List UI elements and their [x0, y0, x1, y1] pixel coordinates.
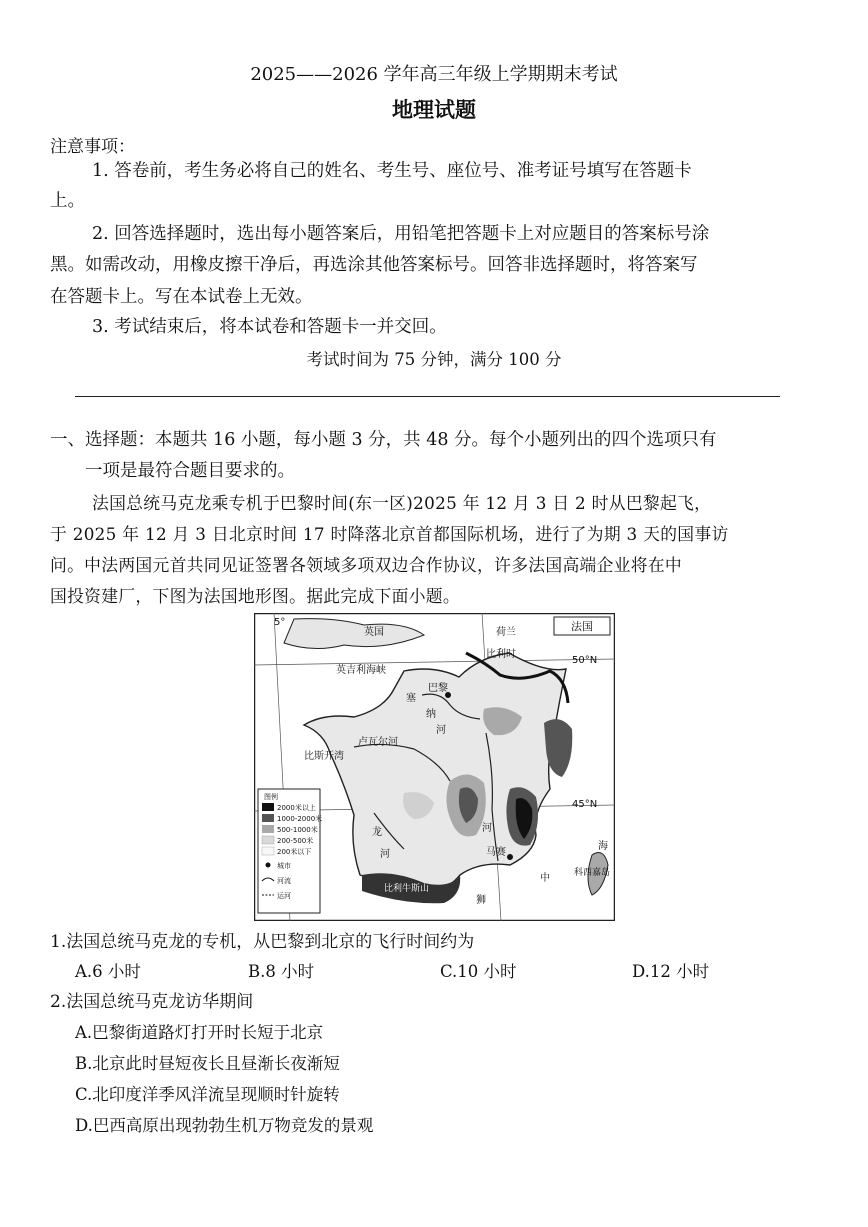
legend-city-symbol	[266, 863, 271, 868]
legend-item-200: 200-500米	[277, 837, 314, 845]
question-1-option-b[interactable]: B.8 小时	[248, 962, 315, 981]
label-corsica: 科西嘉岛	[574, 868, 611, 878]
label-uk: 英国	[364, 627, 384, 638]
legend-canal: 运河	[277, 892, 291, 900]
note-line-5: 在答题卡上。写在本试卷上无效。	[50, 287, 313, 307]
note-line-6: 3. 考试结束后，将本试卷和答题卡一并交回。	[92, 317, 447, 337]
label-pyrenees: 比利牛斯山	[384, 884, 430, 894]
lat-45-label: 45°N	[572, 799, 598, 810]
lon-label: 5°	[274, 617, 286, 628]
label-rhone: 河	[482, 823, 492, 834]
question-2-option-c[interactable]: C.北印度洋季风洋流呈现顺时针旋转	[75, 1085, 340, 1104]
label-loire: 卢瓦尔河	[358, 737, 398, 748]
legend-swatch-low	[262, 847, 274, 855]
legend-river: 河流	[277, 877, 291, 885]
map-title: 法国	[571, 620, 593, 633]
exam-time-info: 考试时间为 75 分钟，满分 100 分	[306, 350, 562, 369]
label-long-2: 河	[380, 849, 390, 860]
question-2-option-b[interactable]: B.北京此时昼短夜长且昼渐长夜渐短	[75, 1054, 340, 1073]
label-sea-hai: 海	[598, 841, 608, 852]
passage-line-4: 国投资建厂，下图为法国地形图。据此完成下面小题。	[50, 586, 460, 606]
legend-item-2000: 2000米以上	[277, 804, 316, 812]
question-1-option-d[interactable]: D.12 小时	[632, 962, 710, 981]
passage-line-2: 于 2025 年 12 月 3 日北京时间 17 时降落北京首都国际机场，进行了为期 3 天的国事访	[50, 524, 729, 544]
label-long-1: 龙	[372, 827, 382, 838]
note-line-4: 黑。如需改动，用橡皮擦干净后，再选涂其他答案标号。回答非选择题时，将答案写	[50, 255, 698, 275]
legend-heading: 图例	[264, 793, 278, 801]
subject-title: 地理试题	[392, 98, 476, 122]
legend-swatch-1000	[262, 814, 274, 822]
note-line-1: 1. 答卷前，考生务必将自己的姓名、考生号、座位号、准考证号填写在答题卡	[92, 161, 692, 181]
question-2-stem: 2.法国总统马克龙访华期间	[50, 992, 254, 1012]
label-channel: 英吉利海峡	[336, 665, 386, 676]
legend-swatch-500	[262, 825, 274, 833]
legend-item-500: 500-1000米	[277, 826, 318, 834]
exam-title: 2025——2026 学年高三年级上学期期末考试	[250, 64, 618, 85]
legend-city: 城市	[277, 862, 291, 870]
france-terrain-map	[254, 613, 615, 921]
label-lion: 狮	[476, 895, 486, 906]
section-heading-cont: 一项是最符合题目要求的。	[85, 461, 295, 481]
passage-line-1: 法国总统马克龙乘专机于巴黎时间(东一区)2025 年 12 月 3 日 2 时从巴黎起飞，	[92, 493, 712, 513]
legend-item-low: 200米以下	[277, 848, 312, 856]
label-netherlands: 荷兰	[496, 627, 516, 638]
label-sea-zhong: 中	[540, 873, 550, 884]
label-marseille: 马赛	[486, 847, 506, 858]
question-2-option-a[interactable]: A.巴黎街道路灯打开时长短于北京	[75, 1023, 324, 1042]
label-seine-1: 塞	[406, 693, 416, 704]
note-line-2: 上。	[50, 191, 85, 211]
map-legend	[258, 789, 322, 913]
section-heading: 一、选择题：本题共 16 小题，每小题 3 分，共 48 分。每个小题列出的四个选项只有	[50, 430, 717, 450]
label-belgium: 比利时	[486, 649, 516, 660]
question-1-stem: 1.法国总统马克龙的专机，从巴黎到北京的飞行时间约为	[50, 932, 475, 952]
label-seine-2: 纳	[426, 709, 436, 720]
legend-swatch-200	[262, 836, 274, 844]
city-marker-marseille	[507, 854, 513, 860]
notes-heading: 注意事项：	[50, 137, 135, 157]
legend-swatch-2000	[262, 803, 274, 811]
label-seine-3: 河	[436, 725, 446, 736]
question-2-option-d[interactable]: D.巴西高原出现勃勃生机万物竞发的景观	[75, 1116, 374, 1135]
question-1-option-c[interactable]: C.10 小时	[440, 962, 517, 981]
divider	[75, 396, 780, 397]
label-biscay: 比斯开湾	[304, 751, 344, 762]
passage-line-3: 问。中法两国元首共同见证签署各领域多项双边合作协议，许多法国高端企业将在中	[50, 555, 683, 575]
question-1-option-a[interactable]: A.6 小时	[75, 962, 141, 981]
note-line-3: 2. 回答选择题时，选出每小题答案后，用铅笔把答题卡上对应题目的答案标号涂	[92, 224, 710, 244]
label-paris: 巴黎	[428, 683, 448, 694]
lat-50-label: 50°N	[572, 655, 598, 666]
legend-item-1000: 1000-2000米	[277, 815, 323, 823]
